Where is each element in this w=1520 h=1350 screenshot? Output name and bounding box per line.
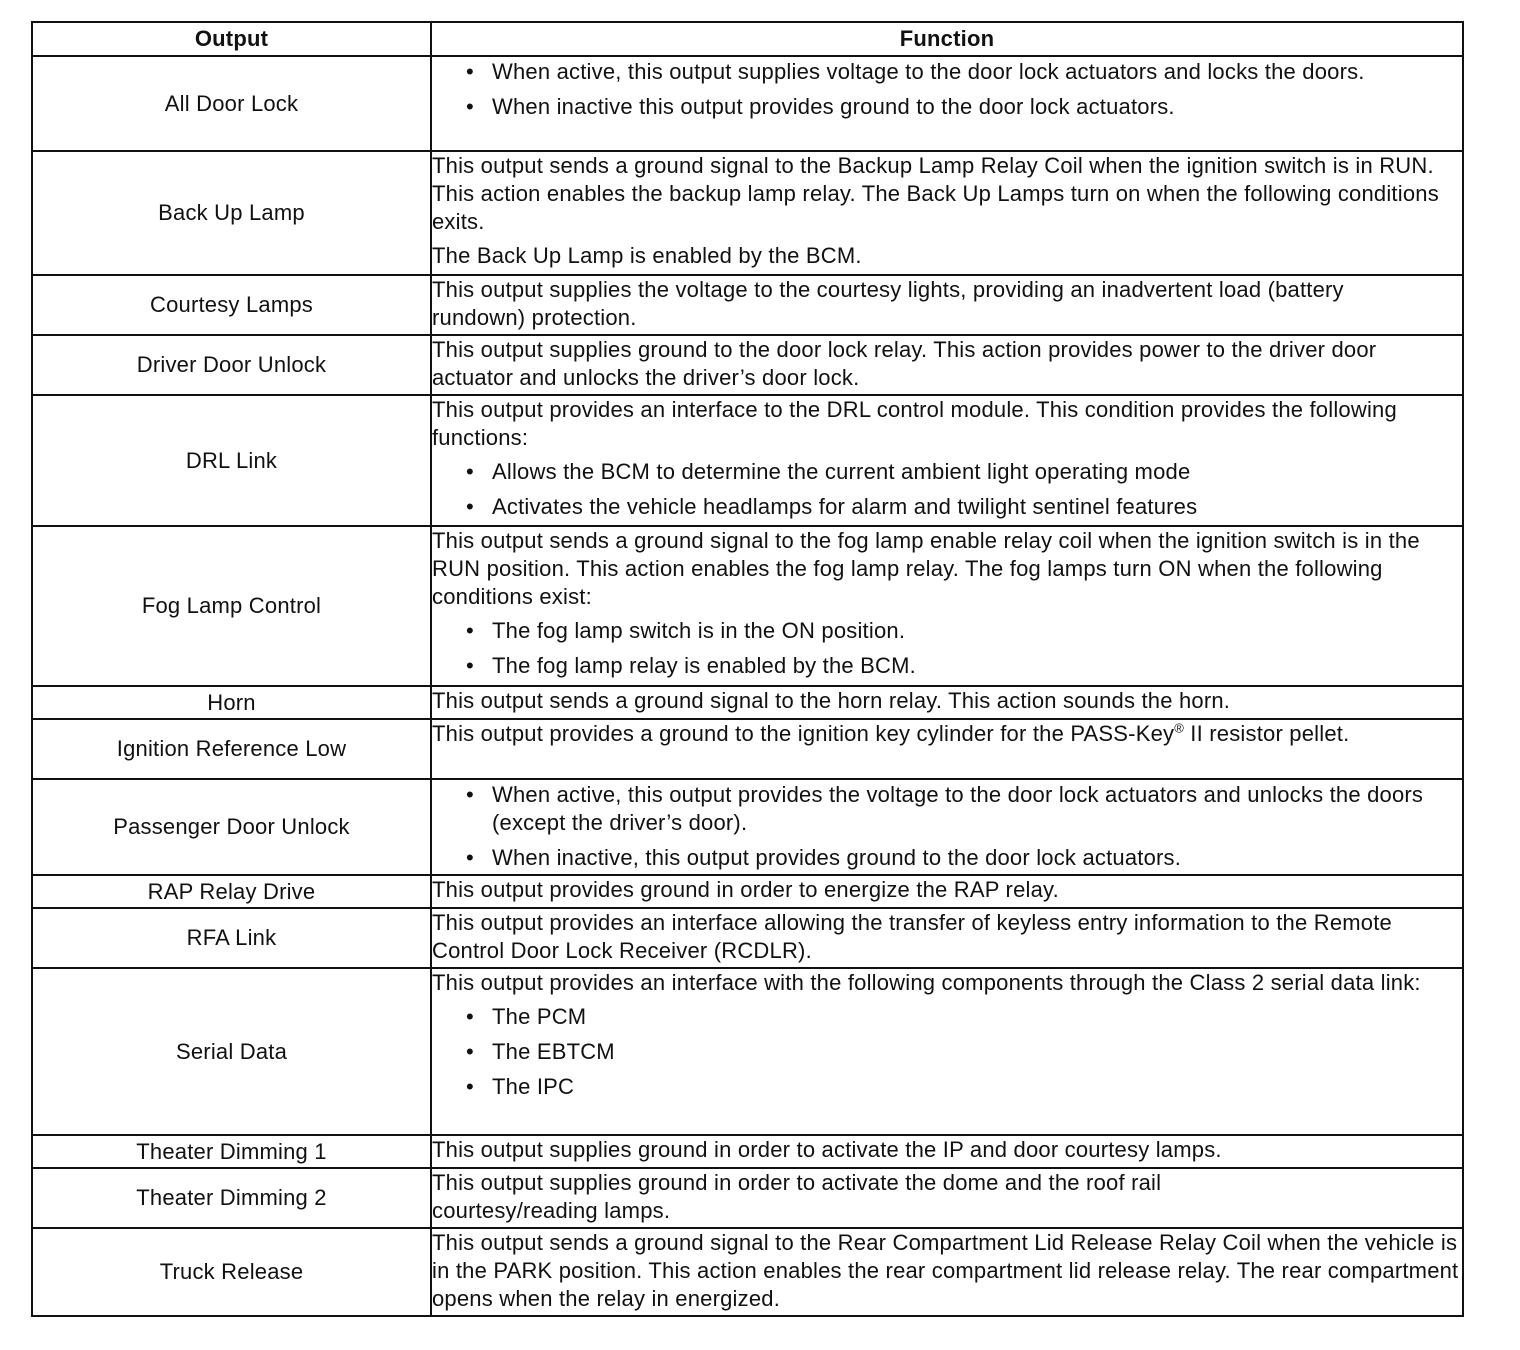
function-cell [431,1228,1463,1316]
function-cell [431,335,1463,395]
bullet-item: • When inactive this output provides ground to the door lock actuators. [466,93,1462,121]
function-paragraph: The Back Up Lamp is enabled by the BCM. [432,243,862,268]
registered-mark: ® [1174,720,1184,736]
function-cell [431,686,1463,719]
table-row [32,526,1463,686]
bullet-item: • The fog lamp switch is in the ON position. [466,617,1462,645]
output-cell: RAP Relay Drive [32,875,431,908]
function-column-header: Function [431,22,1463,56]
bullet-list [432,617,1462,680]
output-cell: Passenger Door Unlock [32,779,431,875]
bullet-item: • The IPC [466,1073,1462,1101]
bullet-item: • The PCM [466,1003,1462,1031]
table-row [32,779,1463,875]
table-row [32,1135,1463,1168]
output-cell: Theater Dimming 1 [32,1135,431,1168]
function-cell [431,1168,1463,1228]
table-row [32,395,1463,526]
table-row [32,335,1463,395]
bullet-list [432,780,1462,872]
function-paragraph: This output sends a ground signal to the Rear Compartment Lid Release Relay Coil when the vehicle is in the PARK position. This action enables the rear compartment lid release relay. The rear compartment opens when the relay in energized. [432,1230,1459,1311]
bullet-list [432,1003,1462,1101]
output-cell: Serial Data [32,968,431,1135]
bullet-item: • Allows the BCM to determine the current ambient light operating mode [466,458,1462,486]
outputs-table [31,21,1464,1317]
header-row [32,22,1463,56]
function-paragraph: This output provides an interface with the following components through the Class 2 serial data link: [432,970,1421,995]
bullet-item: • When active, this output supplies voltage to the door lock actuators and locks the doors. [466,58,1462,86]
function-cell [431,908,1463,968]
function-cell [431,56,1463,151]
output-cell: Driver Door Unlock [32,335,431,395]
function-paragraph: This output sends a ground signal to the horn relay. This action sounds the horn. [432,688,1231,713]
function-cell [431,151,1463,275]
table-row [32,908,1463,968]
output-cell: Theater Dimming 2 [32,1168,431,1228]
table-row [32,968,1463,1135]
function-cell [431,526,1463,686]
function-paragraph: This output sends a ground signal to the fog lamp enable relay coil when the ignition switch is in the RUN position. This action enables the fog lamp relay. The fog lamps turn ON when the following conditions exist: [432,528,1420,609]
function-text: II resistor pellet. [1184,721,1350,746]
function-cell [431,395,1463,526]
function-paragraph: This output provides an interface allowing the transfer of keyless entry information to the Remote Control Door Lock Receiver (RCDLR). [432,910,1392,963]
bullet-item: • When active, this output provides the voltage to the door lock actuators and unlocks the doors (except the driver’s door). [466,781,1462,837]
table-row [32,1168,1463,1228]
function-cell [431,968,1463,1135]
function-paragraph: This output provides ground in order to energize the RAP relay. [432,877,1059,902]
output-cell: DRL Link [32,395,431,526]
output-column-header: Output [32,22,431,56]
table-row [32,151,1463,275]
output-cell: Fog Lamp Control [32,526,431,686]
function-paragraph: This output supplies ground in order to activate the IP and door courtesy lamps. [432,1137,1222,1162]
bullet-item: • The EBTCM [466,1038,1462,1066]
bullet-item: • When inactive, this output provides ground to the door lock actuators. [466,844,1462,872]
function-text: This output provides a ground to the ignition key cylinder for the PASS-Key [432,721,1175,746]
output-cell: All Door Lock [32,56,431,151]
output-cell: RFA Link [32,908,431,968]
function-cell [431,779,1463,875]
function-cell [431,1135,1463,1168]
table-row [32,686,1463,719]
function-paragraph: This output supplies ground in order to activate the dome and the roof rail courtesy/reading lamps. [432,1170,1162,1223]
output-cell: Ignition Reference Low [32,719,431,779]
bullet-list [432,57,1462,121]
function-cell [431,875,1463,908]
output-cell: Horn [32,686,431,719]
function-paragraph: This output sends a ground signal to the Backup Lamp Relay Coil when the ignition switch is in RUN. This action enables the backup lamp relay. The Back Up Lamps turn on when the following conditions exits. [432,153,1439,234]
table-row [32,875,1463,908]
function-paragraph: This output supplies the voltage to the courtesy lights, providing an inadvertent load (battery rundown) protection. [432,277,1344,330]
function-cell [431,275,1463,335]
table-row [32,1228,1463,1316]
function-paragraph [432,720,1462,748]
function-paragraph: This output provides an interface to the DRL control module. This condition provides the following functions: [432,397,1397,450]
bullet-item: • The fog lamp relay is enabled by the BCM. [466,652,1462,680]
output-cell: Truck Release [32,1228,431,1316]
output-cell: Back Up Lamp [32,151,431,275]
bullet-list [432,458,1462,521]
table-row [32,56,1463,151]
function-cell [431,719,1463,779]
function-paragraph: This output supplies ground to the door lock relay. This action provides power to the driver door actuator and unlocks the driver’s door lock. [432,337,1377,390]
output-cell: Courtesy Lamps [32,275,431,335]
bullet-item: • Activates the vehicle headlamps for alarm and twilight sentinel features [466,493,1462,521]
table-row [32,719,1463,779]
table-row [32,275,1463,335]
